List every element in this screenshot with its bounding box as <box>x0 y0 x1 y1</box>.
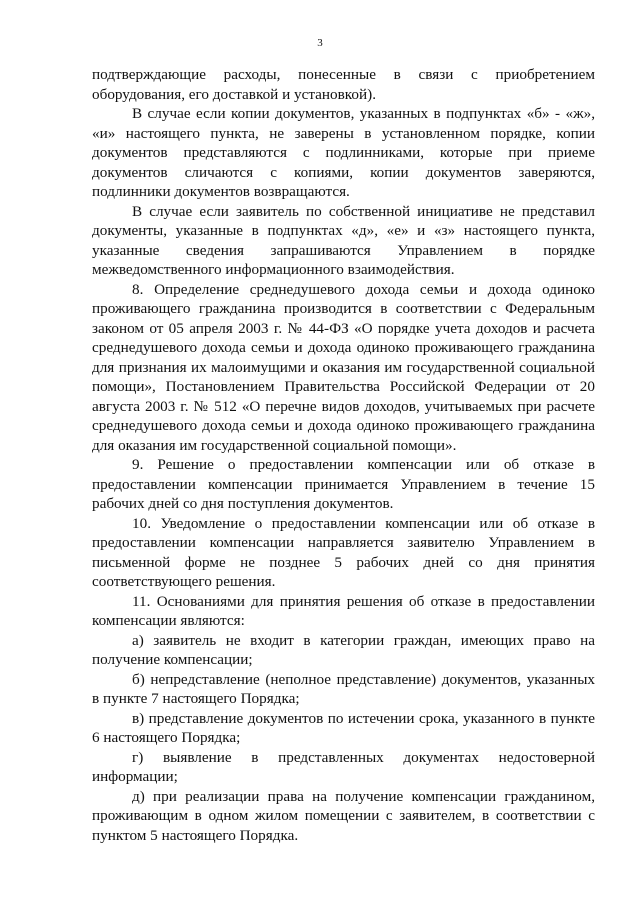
paragraph-copies-certification: В случае если копии документов, указанных в подпунктах «б» - «ж», «и» настоящего пункта, не заверены в установленном порядке, копии документов представляются с подлинниками, которые при приеме документов сличаются с копиями, копии документов заверяются, подлинники документов возвращаются. <box>92 105 595 200</box>
paragraph-item-11: 11. Основаниями для принятия решения об отказе в предоставлении компенсации являются: <box>92 592 595 629</box>
paragraph-continuation: подтверждающие расходы, понесенные в связи с приобретением оборудования, его доставкой и установкой). <box>92 66 595 103</box>
paragraph-item-9: 9. Решение о предоставлении компенсации или об отказе в предоставлении компенсации принимается Управлением в течение 15 рабочих дней со дня поступления документов. <box>92 456 595 512</box>
document-body <box>92 65 595 845</box>
paragraph-subitem-g: г) выявление в представленных документах недостоверной информации; <box>92 748 595 785</box>
paragraph-item-10: 10. Уведомление о предоставлении компенсации или об отказе в предоставлении компенсации направляется заявителю Управлением в письменной форме не позднее 5 рабочих дней со дня принятия соответствующего решения. <box>92 514 595 590</box>
paragraph-subitem-v: в) представление документов по истечении срока, указанного в пункте 6 настоящего Порядка; <box>92 709 595 746</box>
paragraph-subitem-d: д) при реализации права на получение компенсации гражданином, проживающим в одном жилом помещении с заявителем, в соответствии с пунктом 5 настоящего Порядка. <box>92 787 595 844</box>
page-number: 3 <box>317 37 323 49</box>
paragraph-item-8: 8. Определение среднедушевого дохода семьи и дохода одиноко проживающего гражданина производится в соответствии с Федеральным законом от 05 апреля 2003 г. № 44-ФЗ «О порядке учета доходов и расчета среднедушевого дохода семьи и дохода одиноко проживающего гражданина для признания их малоимущими и оказания им государственной социальной помощи», Постановлением Правительства Российской Федерации от 20 августа 2003 г. № 512 «О перечне видов доходов, учитываемых при расчете среднедушевого дохода семьи и дохода одиноко проживающего гражданина для оказания им государственной социальной помощи». <box>92 280 595 454</box>
paragraph-subitem-b: б) непредставление (неполное представление) документов, указанных в пункте 7 настоящего Порядка; <box>92 670 595 707</box>
paragraph-interagency-request: В случае если заявитель по собственной инициативе не представил документы, указанные в подпунктах «д», «е» и «з» настоящего пункта, указанные сведения запрашиваются Управлением в порядке межведомственного информационного взаимодействия. <box>92 202 595 278</box>
paragraph-subitem-a: а) заявитель не входит в категории граждан, имеющих право на получение компенсации; <box>92 631 595 668</box>
